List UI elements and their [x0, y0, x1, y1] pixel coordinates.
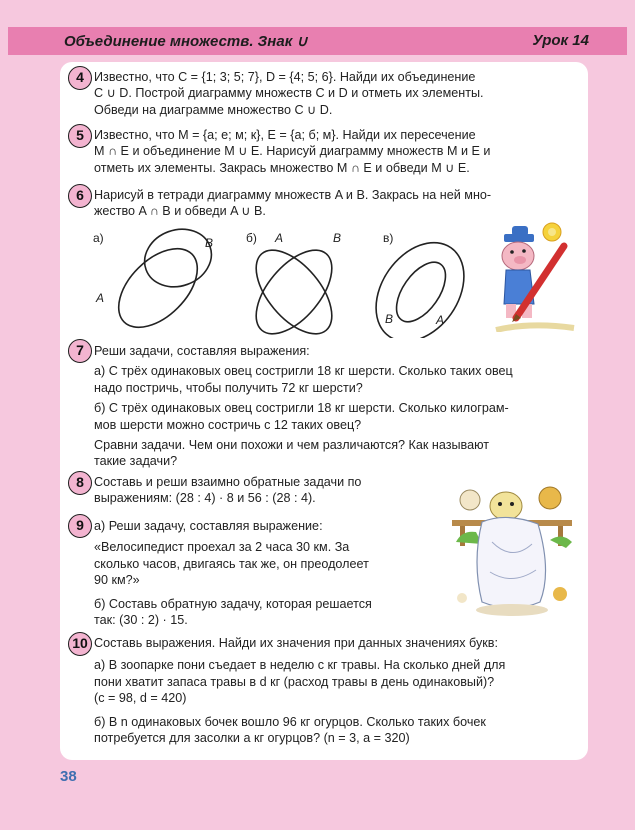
task-line: а) В зоопарке пони съедает в неделю c кг травы. На сколько дней для [94, 658, 506, 673]
task-intro: Реши задачи, составляя выражения: [94, 344, 310, 358]
task-6 [94, 187, 578, 220]
task-10 [94, 635, 578, 746]
task-line: так: (30 : 2) · 15. [94, 613, 188, 628]
lesson-number: Урок 14 [532, 32, 589, 49]
task-line: такие задачи? [94, 454, 178, 469]
task-intro: а) Реши задачу, составляя выражение: [94, 519, 323, 533]
venn-c-set2-label: A [436, 313, 445, 327]
task-line: «Велосипедист проехал за 2 часа 30 км. За [94, 540, 350, 555]
task-8 [94, 474, 424, 507]
venn-c-set-a [358, 226, 482, 338]
task-line: Сравни задачи. Чем они похожи и чем различаются? Как называют [94, 438, 490, 453]
task-line: M ∩ E и объединение M ∪ E. Нарисуй диаграмму множеств M и E и [94, 144, 491, 159]
task-intro: Составь выражения. Найди их значения при данных значениях букв: [94, 636, 498, 650]
page-number: 38 [60, 768, 77, 785]
task-number-badge: 7 [68, 339, 92, 363]
venn-diagrams [88, 222, 488, 338]
task-line: б) С трёх одинаковых овец состригли 18 кг шерсти. Сколько килограм- [94, 401, 509, 416]
task-5 [94, 127, 578, 176]
task-number-badge: 4 [68, 66, 92, 90]
venn-a-label: а) [93, 231, 104, 245]
task-line: б) В n одинаковых бочек вошло 96 кг огурцов. Сколько таких бочек [94, 714, 486, 729]
venn-b-set2-label: B [333, 231, 342, 245]
task-4 [94, 69, 578, 118]
task-line: Обведи на диаграмме множество C ∪ D. [94, 102, 333, 117]
lesson-header [8, 27, 627, 55]
venn-a-set2-label: A [96, 291, 105, 305]
task-number-badge: 10 [68, 632, 92, 656]
task-line: надо постричь, чтобы получить 72 кг шерсти? [94, 380, 363, 395]
task-line: отметь их элементы. Закрась множество M ∩ E и обведи M ∪ E. [94, 160, 470, 175]
task-line: 90 км?» [94, 573, 140, 588]
task-line: потребуется для засолки a кг огурцов? (n = 3, a = 320) [94, 731, 410, 746]
venn-c-set1-label: B [385, 312, 394, 326]
venn-c-set-b [387, 254, 455, 330]
task-line: пони хватит запаса травы в d кг (расход травы в день одинаковый)? [94, 674, 495, 689]
venn-b-set1-label: A [275, 231, 284, 245]
task-line: (c = 98, d = 420) [94, 691, 187, 706]
task-number-badge: 9 [68, 514, 92, 538]
task-line: б) Составь обратную задачу, которая решается [94, 596, 372, 611]
task-7 [94, 343, 578, 470]
task-9 [94, 518, 424, 628]
task-line: Известно, что C = {1; 3; 5; 7}, D = {4; 5; 6}. Найди их объединение [94, 70, 476, 84]
task-number-badge: 6 [68, 184, 92, 208]
task-number-badge: 8 [68, 471, 92, 495]
venn-a-set1-label: B [205, 236, 214, 250]
task-line: сколько часов, двигаясь так же, он преодолеет [94, 556, 369, 571]
venn-c-label: в) [383, 231, 394, 245]
task-line: мов шерсти можно состричь с 12 таких овец? [94, 417, 362, 432]
task-line: жество A ∩ B и обведи A ∪ B. [94, 204, 266, 219]
sheep-illustration [442, 482, 582, 622]
task-line: C ∪ D. Построй диаграмму множеств C и D и отметь их элементы. [94, 86, 484, 101]
venn-a-set-a [104, 234, 214, 338]
task-line: Составь и реши взаимно обратные задачи по [94, 475, 362, 489]
task-line: выражениям: (28 : 4) · 8 и 56 : (28 : 4). [94, 491, 316, 506]
lesson-title: Объединение множеств. Знак ∪ [64, 33, 308, 50]
task-line: Известно, что M = {а; е; м; к}, E = {а; б; м}. Найди их пересечение [94, 128, 476, 142]
task-number-badge: 5 [68, 124, 92, 148]
task-line: Нарисуй в тетради диаграмму множеств A и B. Закрась на ней мно- [94, 188, 492, 202]
venn-b-label: б) [246, 231, 257, 245]
pig-with-pencil-illustration [490, 218, 580, 332]
task-line: а) С трёх одинаковых овец состригли 18 кг шерсти. Сколько таких овец [94, 364, 513, 379]
